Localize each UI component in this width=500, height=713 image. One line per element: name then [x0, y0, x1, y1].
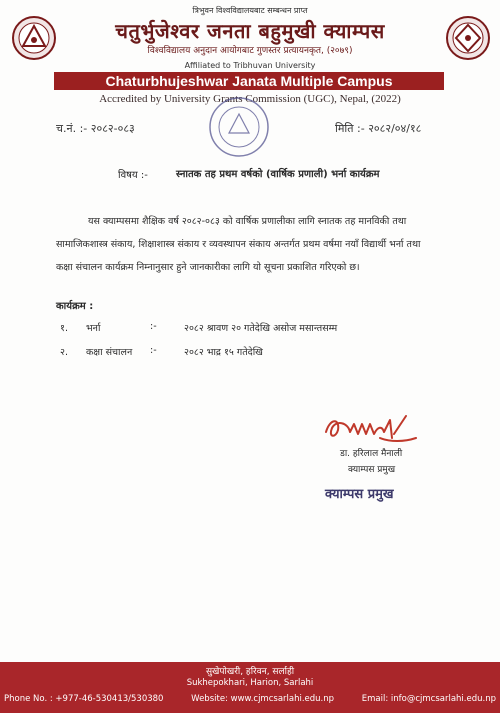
- designation-stamp: क्याम्पस प्रमुख: [325, 487, 394, 502]
- letter-date: मिति :- २०८२/०४/१८: [335, 122, 422, 135]
- signatory-name: डा. हरिलाल मैनाली: [340, 449, 403, 459]
- signatory-title: क्याम्पस प्रमुख: [348, 465, 396, 475]
- campus-seal-icon: [208, 96, 270, 158]
- recognition-text: त्रिभुवन विश्वविद्यालयबाट सम्बन्धन प्राप्त: [192, 6, 308, 15]
- footer-contact: [4, 694, 496, 704]
- reference-number: च.नं. :- २०८२-०८३: [56, 122, 135, 135]
- row-number: १.: [60, 323, 68, 334]
- campus-name-nepali: चतुर्भुजेश्वर जनता बहुमुखी क्याम्पस: [115, 19, 385, 43]
- row-label: भर्ना: [86, 323, 101, 334]
- campus-name-english: Chaturbhujeshwar Janata Multiple Campus: [105, 73, 393, 89]
- footer-website[interactable]: Website: www.cjmcsarlahi.edu.np: [191, 694, 335, 704]
- paragraph-line: यस क्याम्पसमा शैक्षिक वर्ष २०८२-०८३ को वार्षिक प्रणालीका लागि स्नातक तह मानविकी तथा: [88, 216, 407, 227]
- row-separator: :-: [150, 321, 157, 332]
- footer-phone: Phone No. : +977-46-530413/530380: [4, 694, 164, 704]
- subject-text: स्नातक तह प्रथम वर्षको (वार्षिक प्रणाली) भर्ना कार्यक्रम: [176, 169, 380, 180]
- paragraph-line: कक्षा संचालन कार्यक्रम निम्नानुसार हुने जानकारीका लागि यो सूचना प्रकाशित गरिएको छ।: [56, 262, 360, 273]
- accreditation-text: Accredited by University Grants Commission (UGC), Nepal, (2022): [99, 93, 401, 105]
- university-emblem-icon: [446, 16, 490, 60]
- row-label: कक्षा संचालन: [86, 347, 133, 358]
- footer-address-nepali: सुखेपोखरी, हरिवन, सर्लाही: [205, 667, 295, 677]
- notice-paragraph: [56, 210, 456, 279]
- campus-emblem-icon: [12, 16, 56, 60]
- program-title: कार्यक्रम :: [56, 301, 94, 312]
- affiliation-text: Affiliated to Tribhuvan University: [184, 61, 316, 70]
- footer-address-english: Sukhepokhari, Harion, Sarlahi: [186, 678, 314, 688]
- signature-icon: [320, 408, 420, 448]
- subject-label: विषय :-: [118, 170, 148, 181]
- row-number: २.: [60, 347, 68, 358]
- footer-email[interactable]: Email: info@cjmcsarlahi.edu.np: [361, 694, 496, 704]
- row-separator: :-: [150, 345, 157, 356]
- registration-text: विश्वविद्यालय अनुदान आयोगबाट गुणस्तर प्रत्यायनकृत, (२०७९): [147, 46, 353, 56]
- row-value: २०८२ श्रावण २० गतेदेखि असोज मसान्तसम्म: [184, 323, 338, 334]
- paragraph-line: सामाजिकशास्त्र संकाय, शिक्षाशास्त्र संकाय र व्यवस्थापन संकाय अन्तर्गत प्रथम वर्षमा नयाँ विद्यार्थी भर्ना तथा: [56, 239, 421, 250]
- row-value: २०८२ भाद्र १५ गतेदेखि: [184, 347, 263, 358]
